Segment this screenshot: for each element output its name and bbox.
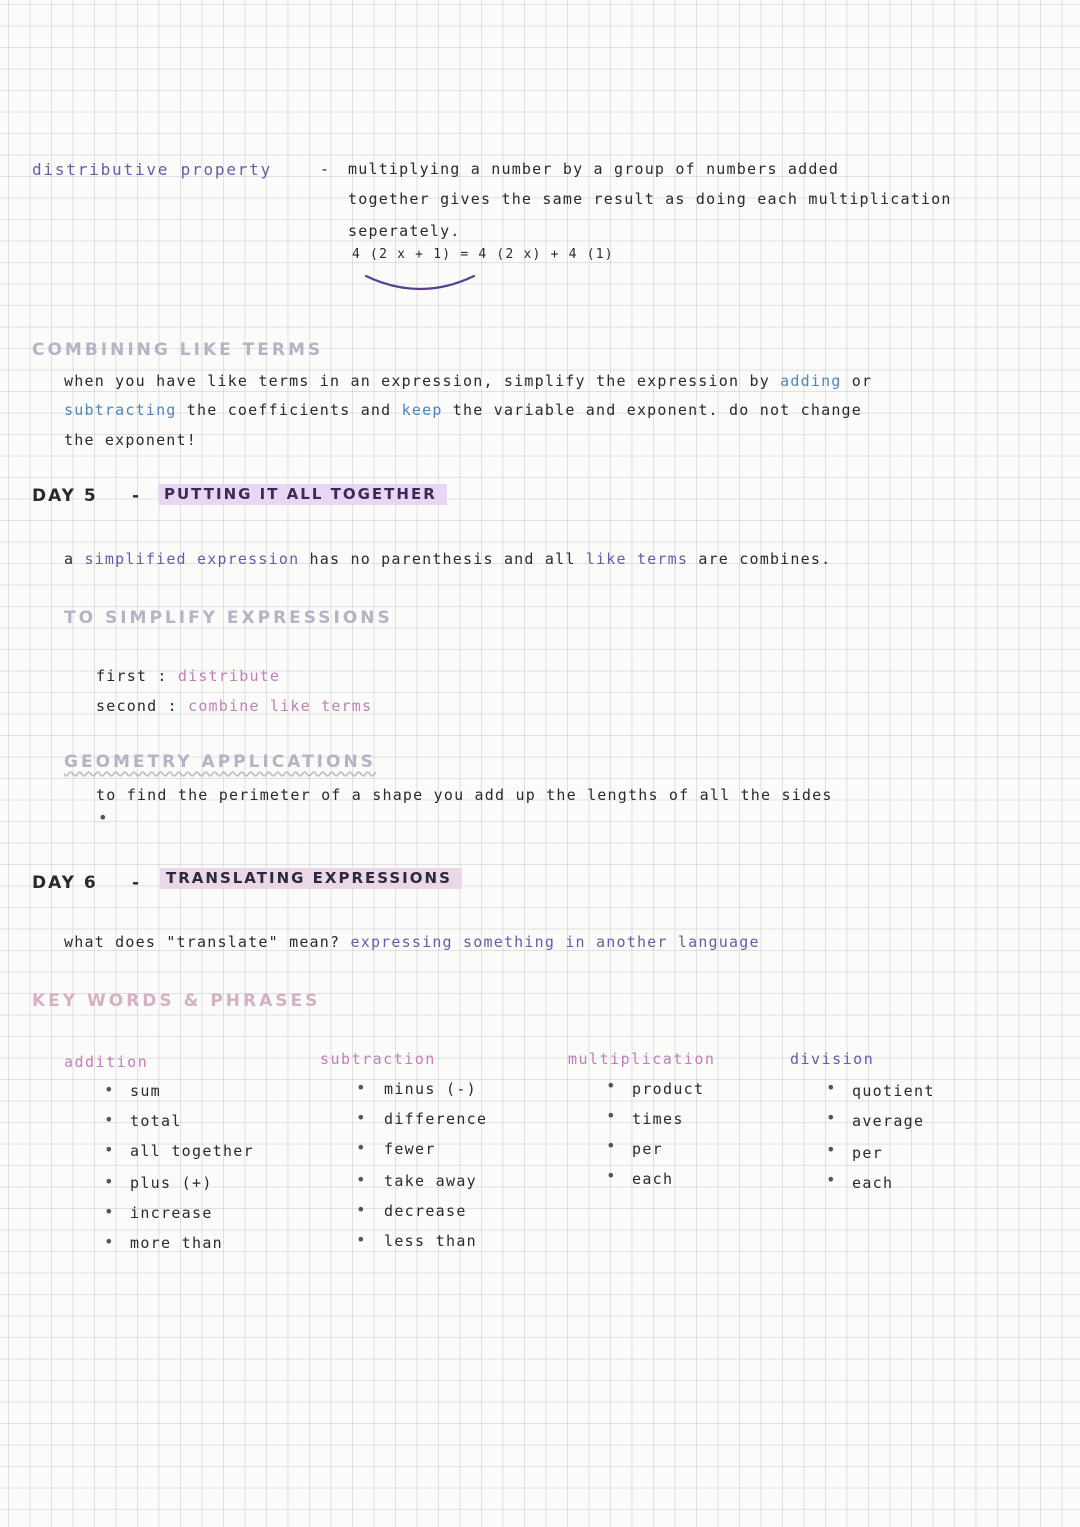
list-bullet: •	[104, 1110, 114, 1129]
combining-keep: keep	[401, 401, 443, 419]
distributive-term: distributive property	[32, 160, 273, 179]
keywords-heading: KEY WORDS & PHRASES	[32, 991, 321, 1011]
list-item: fewer	[384, 1140, 436, 1158]
combining-adding: adding	[780, 372, 842, 390]
step-second-label: second :	[96, 697, 178, 715]
geometry-bullet: •	[98, 808, 108, 827]
list-bullet: •	[606, 1106, 616, 1125]
distributive-example: 4 (2 x + 1) = 4 (2 x) + 4 (1)	[352, 247, 614, 262]
translate-answer: expressing something in another language	[350, 933, 760, 951]
distribution-arc	[360, 268, 480, 298]
step-second-value: combine like terms	[188, 697, 373, 715]
list-item: quotient	[852, 1082, 935, 1100]
list-item: increase	[130, 1204, 213, 1222]
step-second	[96, 697, 372, 715]
list-bullet: •	[826, 1078, 836, 1097]
list-bullet: •	[356, 1200, 366, 1219]
day5-def-a: a	[64, 550, 85, 568]
distributive-line3: seperately.	[348, 222, 461, 240]
simplify-heading: TO SIMPLIFY EXPRESSIONS	[64, 608, 393, 628]
combining-line2-d: the variable and exponent. do not change	[442, 401, 863, 419]
list-bullet: •	[356, 1170, 366, 1189]
list-bullet: •	[356, 1230, 366, 1249]
list-item: more than	[130, 1234, 223, 1252]
list-bullet: •	[606, 1136, 616, 1155]
distributive-line2-a: together gives the same result as	[348, 190, 696, 208]
distributive-line2	[348, 190, 952, 208]
list-item: all together	[130, 1142, 254, 1160]
list-item: product	[632, 1080, 705, 1098]
day6-dash: -	[132, 873, 142, 893]
list-item: plus (+)	[130, 1174, 213, 1192]
geometry-heading: GEOMETRY APPLICATIONS	[64, 752, 376, 772]
column-subtraction-title: subtraction	[320, 1050, 436, 1068]
list-item: less than	[384, 1232, 477, 1250]
day5-def-c: has no parenthesis and all	[299, 550, 586, 568]
day6-title: TRANSLATING EXPRESSIONS	[160, 868, 462, 889]
list-bullet: •	[104, 1172, 114, 1191]
list-bullet: •	[826, 1140, 836, 1159]
combining-line3: the exponent!	[64, 431, 197, 449]
list-bullet: •	[356, 1138, 366, 1157]
list-item: sum	[130, 1082, 161, 1100]
combining-subtracting: subtracting	[64, 401, 177, 419]
distributive-dash: -	[320, 160, 331, 178]
step-first-label: first :	[96, 667, 168, 685]
combining-line1-c: or	[841, 372, 873, 390]
list-item: decrease	[384, 1202, 467, 1220]
day6-label: DAY 6	[32, 873, 98, 893]
combining-line1-a: when you have like terms in an expression, simplify the expression by	[64, 372, 781, 390]
simplified-expression-term: simplified expression	[84, 550, 300, 568]
column-division-title: division	[790, 1050, 875, 1068]
list-item: per	[632, 1140, 663, 1158]
day5-label: DAY 5	[32, 486, 98, 506]
list-bullet: •	[826, 1108, 836, 1127]
list-item: each	[632, 1170, 674, 1188]
list-item: take away	[384, 1172, 477, 1190]
geometry-text: to find the perimeter of a shape you add up the lengths of all the sides	[96, 786, 833, 804]
distributive-line1: multiplying a number by a group of numbers added	[348, 160, 840, 178]
list-item: times	[632, 1110, 684, 1128]
translate-q-a: what does	[64, 933, 167, 951]
combining-line2-b: the coefficients and	[176, 401, 402, 419]
list-bullet: •	[104, 1202, 114, 1221]
list-bullet: •	[104, 1232, 114, 1251]
combining-line1	[64, 372, 872, 390]
translate-q-c: mean?	[278, 933, 351, 951]
list-item: average	[852, 1112, 925, 1130]
translate-question	[64, 933, 760, 951]
list-bullet: •	[826, 1170, 836, 1189]
combining-heading: COMBINING LIKE TERMS	[32, 340, 324, 360]
step-first-value: distribute	[177, 667, 281, 685]
list-bullet: •	[606, 1076, 616, 1095]
step-first	[96, 667, 280, 685]
list-item: total	[130, 1112, 182, 1130]
day5-dash: -	[132, 486, 142, 506]
like-terms-term: like terms	[585, 550, 689, 568]
list-bullet: •	[356, 1078, 366, 1097]
list-item: each	[852, 1174, 894, 1192]
day5-def-e: are combines.	[688, 550, 832, 568]
combining-line2	[64, 401, 862, 419]
list-bullet: •	[104, 1080, 114, 1099]
list-item: minus (-)	[384, 1080, 477, 1098]
list-bullet: •	[606, 1166, 616, 1185]
list-bullet: •	[356, 1108, 366, 1127]
column-addition-title: addition	[64, 1053, 149, 1071]
column-multiplication-title: multiplication	[568, 1050, 716, 1068]
list-item: difference	[384, 1110, 488, 1128]
list-bullet: •	[104, 1140, 114, 1159]
distributive-line2-b: doing each multiplication	[695, 190, 952, 208]
day5-title: PUTTING IT ALL TOGETHER	[158, 484, 447, 505]
day5-definition	[64, 550, 831, 568]
translate-q-b: "translate"	[166, 933, 279, 951]
list-item: per	[852, 1144, 883, 1162]
